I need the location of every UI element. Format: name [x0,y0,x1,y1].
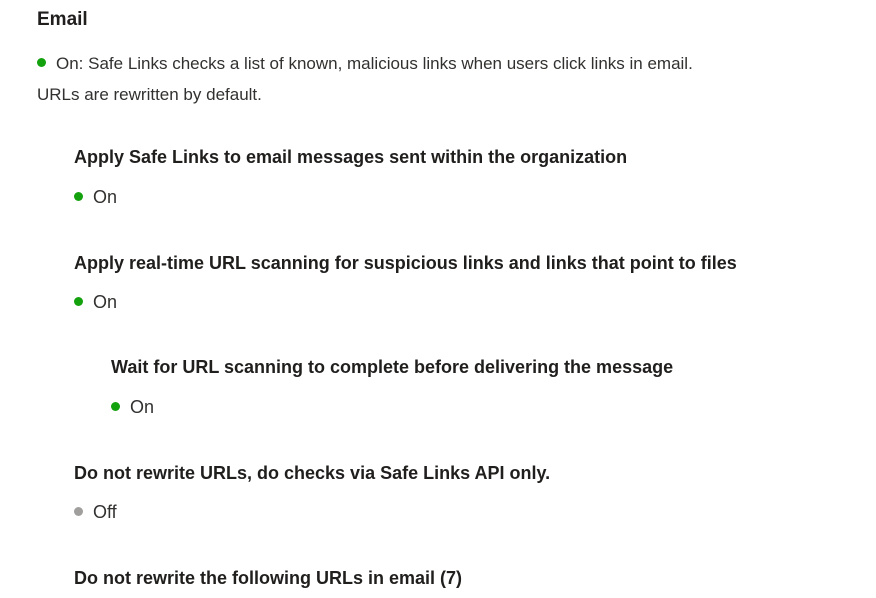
email-summary [37,48,867,110]
setting-wait-scan-status-text: On [130,397,155,417]
setting-no-rewrite-status [74,502,117,523]
setting-url-exclusions-label: Do not rewrite the following URLs in email (7) [74,568,463,588]
setting-internal-email-status [74,187,117,208]
setting-internal-email-label: Apply Safe Links to email messages sent within the organization [74,147,628,167]
status-off-icon [74,507,83,516]
status-on-icon [74,297,83,306]
setting-wait-scan-status [111,397,154,418]
email-summary-line1 [37,48,867,79]
setting-no-rewrite-label: Do not rewrite URLs, do checks via Safe Links API only. [74,463,551,483]
setting-internal-email-status-text: On [93,187,118,207]
setting-wait-scan-label: Wait for URL scanning to complete before delivering the message [111,357,674,377]
email-summary-text: On: Safe Links checks a list of known, malicious links when users click links in email. [56,54,693,73]
status-on-icon [74,192,83,201]
setting-realtime-scan-status-text: On [93,292,118,312]
setting-no-rewrite-status-text: Off [93,502,117,522]
setting-realtime-scan-status [74,292,117,313]
section-title-email: Email [37,9,88,30]
email-summary-line2: URLs are rewritten by default. [37,85,262,104]
status-on-icon [111,402,120,411]
setting-realtime-scan-label: Apply real-time URL scanning for suspicious links and links that point to files [74,253,737,273]
status-on-icon [37,58,46,67]
